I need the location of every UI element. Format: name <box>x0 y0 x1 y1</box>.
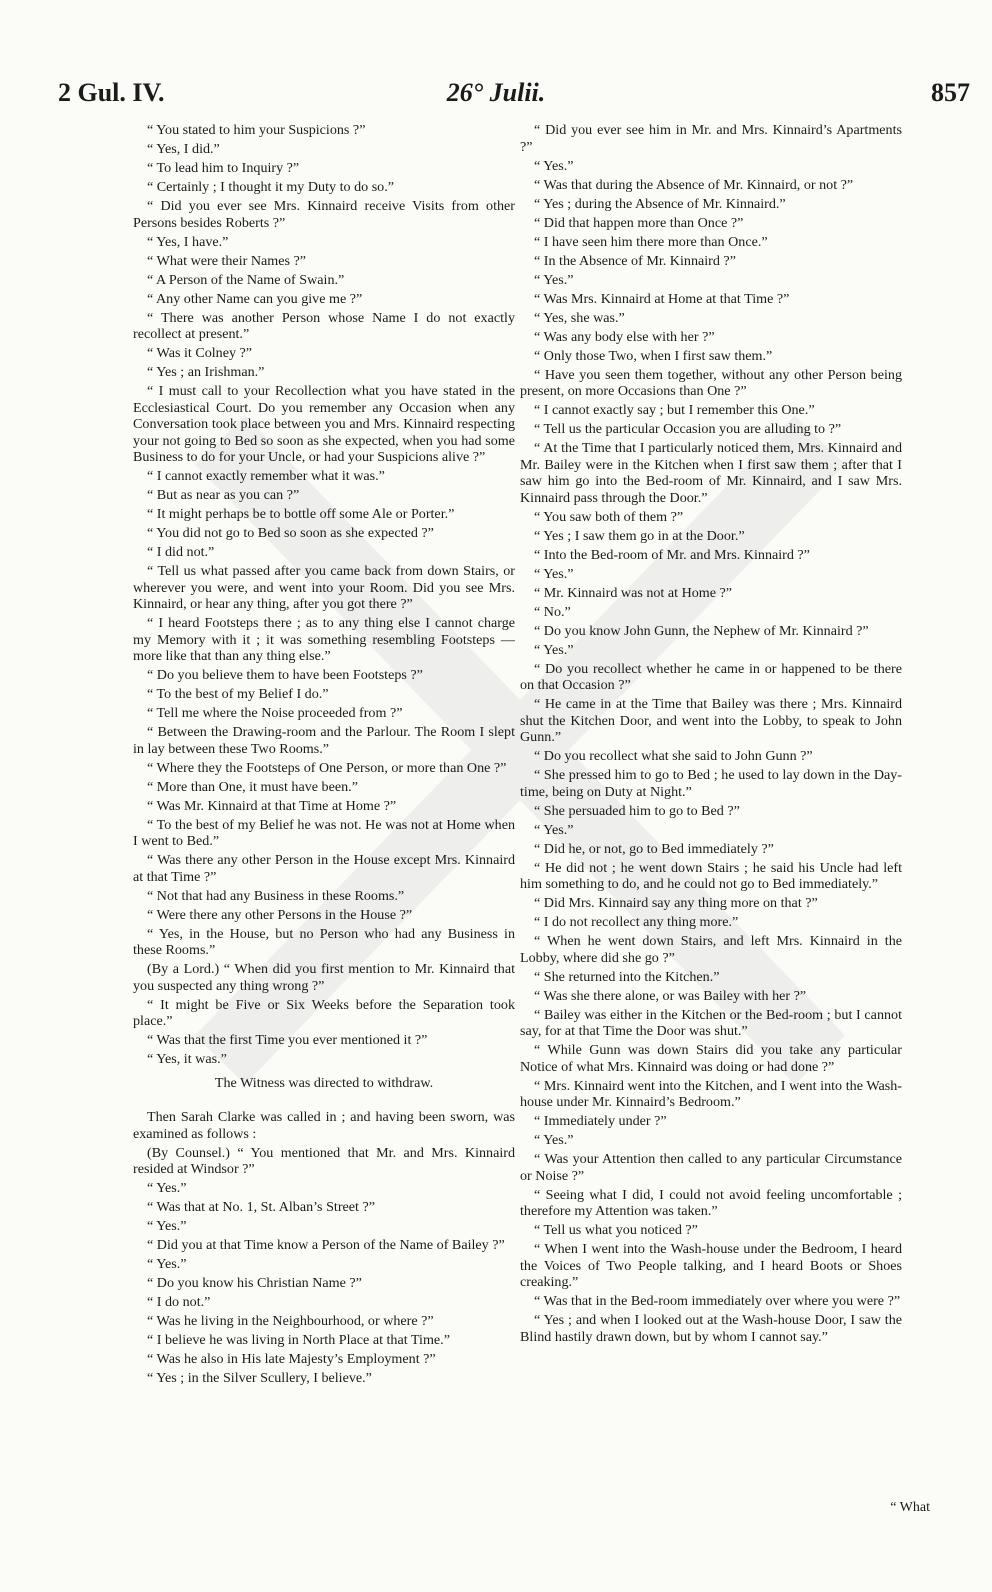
testimony-paragraph: “ I did not.” <box>147 544 215 560</box>
testimony-paragraph: “ Was there any other Person in the House except Mrs. Kinnaird at that Time ?” <box>133 852 515 885</box>
left-column <box>133 122 515 1389</box>
testimony-paragraph: “ Yes ; during the Absence of Mr. Kinnaird.” <box>534 195 786 212</box>
testimony-paragraph: “ Yes ; in the Silver Scullery, I believe.” <box>147 1370 372 1386</box>
testimony-paragraph: “ To the best of my Belief he was not. He was not at Home when I went to Bed.” <box>133 816 515 849</box>
testimony-paragraph: “ He came in at the Time that Bailey was there ; Mrs. Kinnaird shut the Kitchen Door, and went into the Lobby, to speak to John Gunn.” <box>520 696 902 745</box>
testimony-paragraph: “ Tell us the particular Occasion you are alluding to ?” <box>534 421 842 437</box>
testimony-paragraph: “ Yes.” <box>147 1218 187 1234</box>
testimony-paragraph: “ Yes, she was.” <box>534 309 625 326</box>
testimony-paragraph: “ Did he, or not, go to Bed immediately ?” <box>534 840 774 857</box>
testimony-paragraph: “ But as near as you can ?” <box>147 487 300 503</box>
testimony-paragraph: “ Did you at that Time know a Person of the Name of Bailey ?” <box>147 1237 505 1253</box>
testimony-paragraph: “ A Person of the Name of Swain.” <box>147 271 345 288</box>
testimony-paragraph: (By a Lord.) “ When did you first mention to Mr. Kinnaird that you suspected any thing wrong ?” <box>133 961 515 994</box>
testimony-paragraph: “ It might perhaps be to bottle off some Ale or Porter.” <box>147 506 455 522</box>
testimony-paragraph: “ Yes.” <box>534 157 574 174</box>
testimony-paragraph: “ I must call to your Recollection what you have stated in the Ecclesiastical Court. Do you remember any Occasion when any Conversation took place between you and Mrs. Kinnaird respecting your not going to Bed so soon as she expected, when you had some Business to do for your Uncle, or had your Suspicions alive ?” <box>133 383 515 465</box>
testimony-paragraph: “ She pressed him to go to Bed ; he used to lay down in the Day-time, being on Duty at Night.” <box>520 767 902 800</box>
testimony-paragraph: “ Seeing what I did, I could not avoid feeling uncomfortable ; therefore my Attention was taken.” <box>520 1186 902 1219</box>
testimony-paragraph: “ Bailey was either in the Kitchen or the Bed-room ; but I cannot say, for at that Time the Door was shut.” <box>520 1006 902 1039</box>
testimony-paragraph: “ Was any body else with her ?” <box>534 328 715 345</box>
sworn-intro: Then Sarah Clarke was called in ; and having been sworn, was examined as follows : <box>133 1109 515 1142</box>
testimony-paragraph: “ Do you believe them to have been Footsteps ?” <box>147 667 423 683</box>
testimony-paragraph: “ Yes.” <box>147 1180 187 1196</box>
testimony-paragraph: “ Tell us what you noticed ?” <box>534 1222 698 1238</box>
testimony-paragraph: “ Mr. Kinnaird was not at Home ?” <box>534 584 733 601</box>
testimony-paragraph: “ Yes, in the House, but no Person who had any Business in these Rooms.” <box>133 925 515 958</box>
testimony-paragraph: “ Were there any other Persons in the House ?” <box>147 906 413 923</box>
testimony-paragraph: “ Was she there alone, or was Bailey with her ?” <box>534 987 807 1004</box>
right-column <box>520 122 902 1348</box>
testimony-paragraph: “ I do not recollect any thing more.” <box>534 914 739 930</box>
testimony-paragraph: “ Yes.” <box>534 821 574 838</box>
testimony-paragraph: “ While Gunn was down Stairs did you take any particular Notice of what Mrs. Kinnaird was doing or had done ?” <box>520 1042 902 1075</box>
testimony-paragraph: “ She persuaded him to go to Bed ?” <box>534 802 740 819</box>
testimony-paragraph: “ To the best of my Belief I do.” <box>147 686 329 702</box>
testimony-paragraph: “ Was he living in the Neighbourhood, or where ?” <box>147 1313 434 1329</box>
testimony-paragraph: “ Do you recollect what she said to John Gunn ?” <box>534 748 813 764</box>
right-column-paragraphs <box>520 122 902 1345</box>
testimony-paragraph: “ Do you recollect whether he came in or happened to be there on that Occasion ?” <box>520 660 902 693</box>
testimony-paragraph: “ I cannot exactly say ; but I remember this One.” <box>534 402 815 418</box>
testimony-paragraph: “ Tell us what passed after you came back from down Stairs, or wherever you were, and went into your Room. Did you see Mrs. Kinnaird, or hear any thing, after you got there ?” <box>133 563 515 612</box>
testimony-paragraph: “ It might be Five or Six Weeks before the Separation took place.” <box>133 996 515 1029</box>
testimony-paragraph: “ Into the Bed-room of Mr. and Mrs. Kinnaird ?” <box>534 546 810 563</box>
testimony-paragraph: “ Any other Name can you give me ?” <box>147 290 363 307</box>
testimony-paragraph: “ Did you ever see him in Mr. and Mrs. Kinnaird’s Apartments ?” <box>520 122 902 155</box>
testimony-paragraph: “ He did not ; he went down Stairs ; he said his Uncle had left him something to do, and he could not go to Bed immediately.” <box>520 859 902 892</box>
testimony-paragraph: “ Yes ; and when I looked out at the Wash-house Door, I saw the Blind hastily drawn down, but by whom I cannot say.” <box>520 1312 902 1345</box>
testimony-paragraph: “ I heard Footsteps there ; as to any thing else I cannot charge my Memory with it ; it was something resembling Footsteps — more like that than any thing else.” <box>133 615 515 664</box>
testimony-paragraph: “ Do you know John Gunn, the Nephew of Mr. Kinnaird ?” <box>534 622 869 639</box>
testimony-paragraph: “ Was that during the Absence of Mr. Kinnaird, or not ?” <box>534 176 854 193</box>
testimony-paragraph: “ Yes, I did.” <box>147 141 220 157</box>
testimony-paragraph: “ I cannot exactly remember what it was.” <box>147 468 385 484</box>
testimony-paragraph: “ Yes ; I saw them go in at the Door.” <box>534 527 745 544</box>
page-header <box>0 0 992 112</box>
catchword: “ What <box>890 1500 930 1515</box>
testimony-paragraph: “ Was it Colney ?” <box>147 345 253 361</box>
testimony-paragraph: “ Was that the first Time you ever mentioned it ?” <box>147 1032 428 1048</box>
testimony-paragraph: “ There was another Person whose Name I do not exactly recollect at present.” <box>133 309 515 342</box>
testimony-paragraph: “ Did Mrs. Kinnaird say any thing more on that ?” <box>534 895 818 911</box>
testimony-paragraph: “ Immediately under ?” <box>534 1113 667 1129</box>
testimony-paragraph: “ Yes, it was.” <box>147 1051 227 1067</box>
testimony-paragraph: “ Was that in the Bed-room immediately over where you were ?” <box>534 1293 901 1309</box>
left-column-paragraphs <box>133 122 515 1068</box>
page-number: 857 <box>931 78 970 107</box>
testimony-paragraph: “ I believe he was living in North Place at that Time.” <box>147 1332 450 1348</box>
testimony-paragraph: “ Did that happen more than Once ?” <box>534 214 744 231</box>
testimony-paragraph: “ Was he also in His late Majesty’s Employment ?” <box>147 1351 436 1367</box>
testimony-paragraph: “ More than One, it must have been.” <box>147 778 358 795</box>
testimony-paragraph: “ You saw both of them ?” <box>534 508 684 525</box>
regnal-year: 2 Gul. IV. <box>58 78 165 107</box>
testimony-paragraph: “ Between the Drawing-room and the Parlour. The Room I slept in lay between these Two Rooms.” <box>133 724 515 757</box>
testimony-paragraph: “ I do not.” <box>147 1294 211 1310</box>
testimony-paragraph: “ Not that had any Business in these Rooms.” <box>147 887 405 904</box>
testimony-paragraph: “ She returned into the Kitchen.” <box>534 968 720 985</box>
testimony-paragraph: “ Yes ; an Irishman.” <box>147 364 265 380</box>
testimony-paragraph: “ Yes.” <box>534 1132 574 1148</box>
testimony-paragraph: “ You did not go to Bed so soon as she expected ?” <box>147 525 434 541</box>
testimony-paragraph: (By Counsel.) “ You mentioned that Mr. and Mrs. Kinnaird resided at Windsor ?” <box>133 1144 515 1177</box>
testimony-paragraph: “ I have seen him there more than Once.” <box>534 233 768 250</box>
testimony-paragraph: “ In the Absence of Mr. Kinnaird ?” <box>534 252 736 269</box>
witness-withdraw-line: The Witness was directed to withdraw. <box>214 1074 434 1091</box>
testimony-paragraph: “ Did you ever see Mrs. Kinnaird receive Visits from other Persons besides Roberts ?” <box>133 198 515 231</box>
testimony-paragraph: “ Was that at No. 1, St. Alban’s Street ?” <box>147 1199 375 1215</box>
testimony-paragraph: “ Yes.” <box>534 641 574 658</box>
testimony-paragraph: “ When I went into the Wash-house under the Bedroom, I heard the Voices of Two People talking, and I heard Boots or Shoes creaking.” <box>520 1241 902 1290</box>
testimony-paragraph: “ You stated to him your Suspicions ?” <box>147 122 366 138</box>
testimony-paragraph: “ Was Mrs. Kinnaird at Home at that Time ?” <box>534 290 790 307</box>
testimony-paragraph: “ When he went down Stairs, and left Mrs. Kinnaird in the Lobby, where did she go ?” <box>520 933 902 966</box>
testimony-paragraph: “ Have you seen them together, without any other Person being present, on more Occasions than One ?” <box>520 366 902 399</box>
testimony-paragraph: “ Was Mr. Kinnaird at that Time at Home ?” <box>147 797 397 814</box>
testimony-paragraph: “ No.” <box>534 603 571 620</box>
testimony-paragraph: “ Certainly ; I thought it my Duty to do so.” <box>147 179 395 195</box>
testimony-paragraph: “ To lead him to Inquiry ?” <box>147 160 300 176</box>
testimony-paragraph: “ What were their Names ?” <box>147 252 306 269</box>
testimony-paragraph: “ Where they the Footsteps of One Person, or more than One ?” <box>147 759 507 776</box>
testimony-paragraph: “ Do you know his Christian Name ?” <box>147 1275 362 1291</box>
testimony-paragraph: “ At the Time that I particularly noticed them, Mrs. Kinnaird and Mr. Bailey were in the Kitchen when I first saw them ; after that I saw him go into the Bed-room of Mr. Kinnaird, and I saw Mrs. Kinnaird pass through the Door.” <box>520 440 902 506</box>
testimony-paragraph: “ Tell me where the Noise proceeded from ?” <box>147 705 403 721</box>
testimony-paragraph: “ Yes.” <box>534 565 574 582</box>
testimony-paragraph: “ Yes, I have.” <box>147 233 229 250</box>
date-heading: 26° Julii. <box>446 78 546 107</box>
testimony-paragraph: “ Mrs. Kinnaird went into the Kitchen, and I went into the Wash-house under Mr. Kinnaird’s Bedroom.” <box>520 1077 902 1110</box>
testimony-paragraph: “ Was your Attention then called to any particular Circumstance or Noise ?” <box>520 1151 902 1184</box>
testimony-paragraph: “ Yes.” <box>147 1256 187 1272</box>
testimony-paragraph: “ Only those Two, when I first saw them.” <box>534 347 773 364</box>
testimony-paragraph: “ Yes.” <box>534 271 574 288</box>
left-column-paragraphs-2 <box>133 1145 515 1387</box>
